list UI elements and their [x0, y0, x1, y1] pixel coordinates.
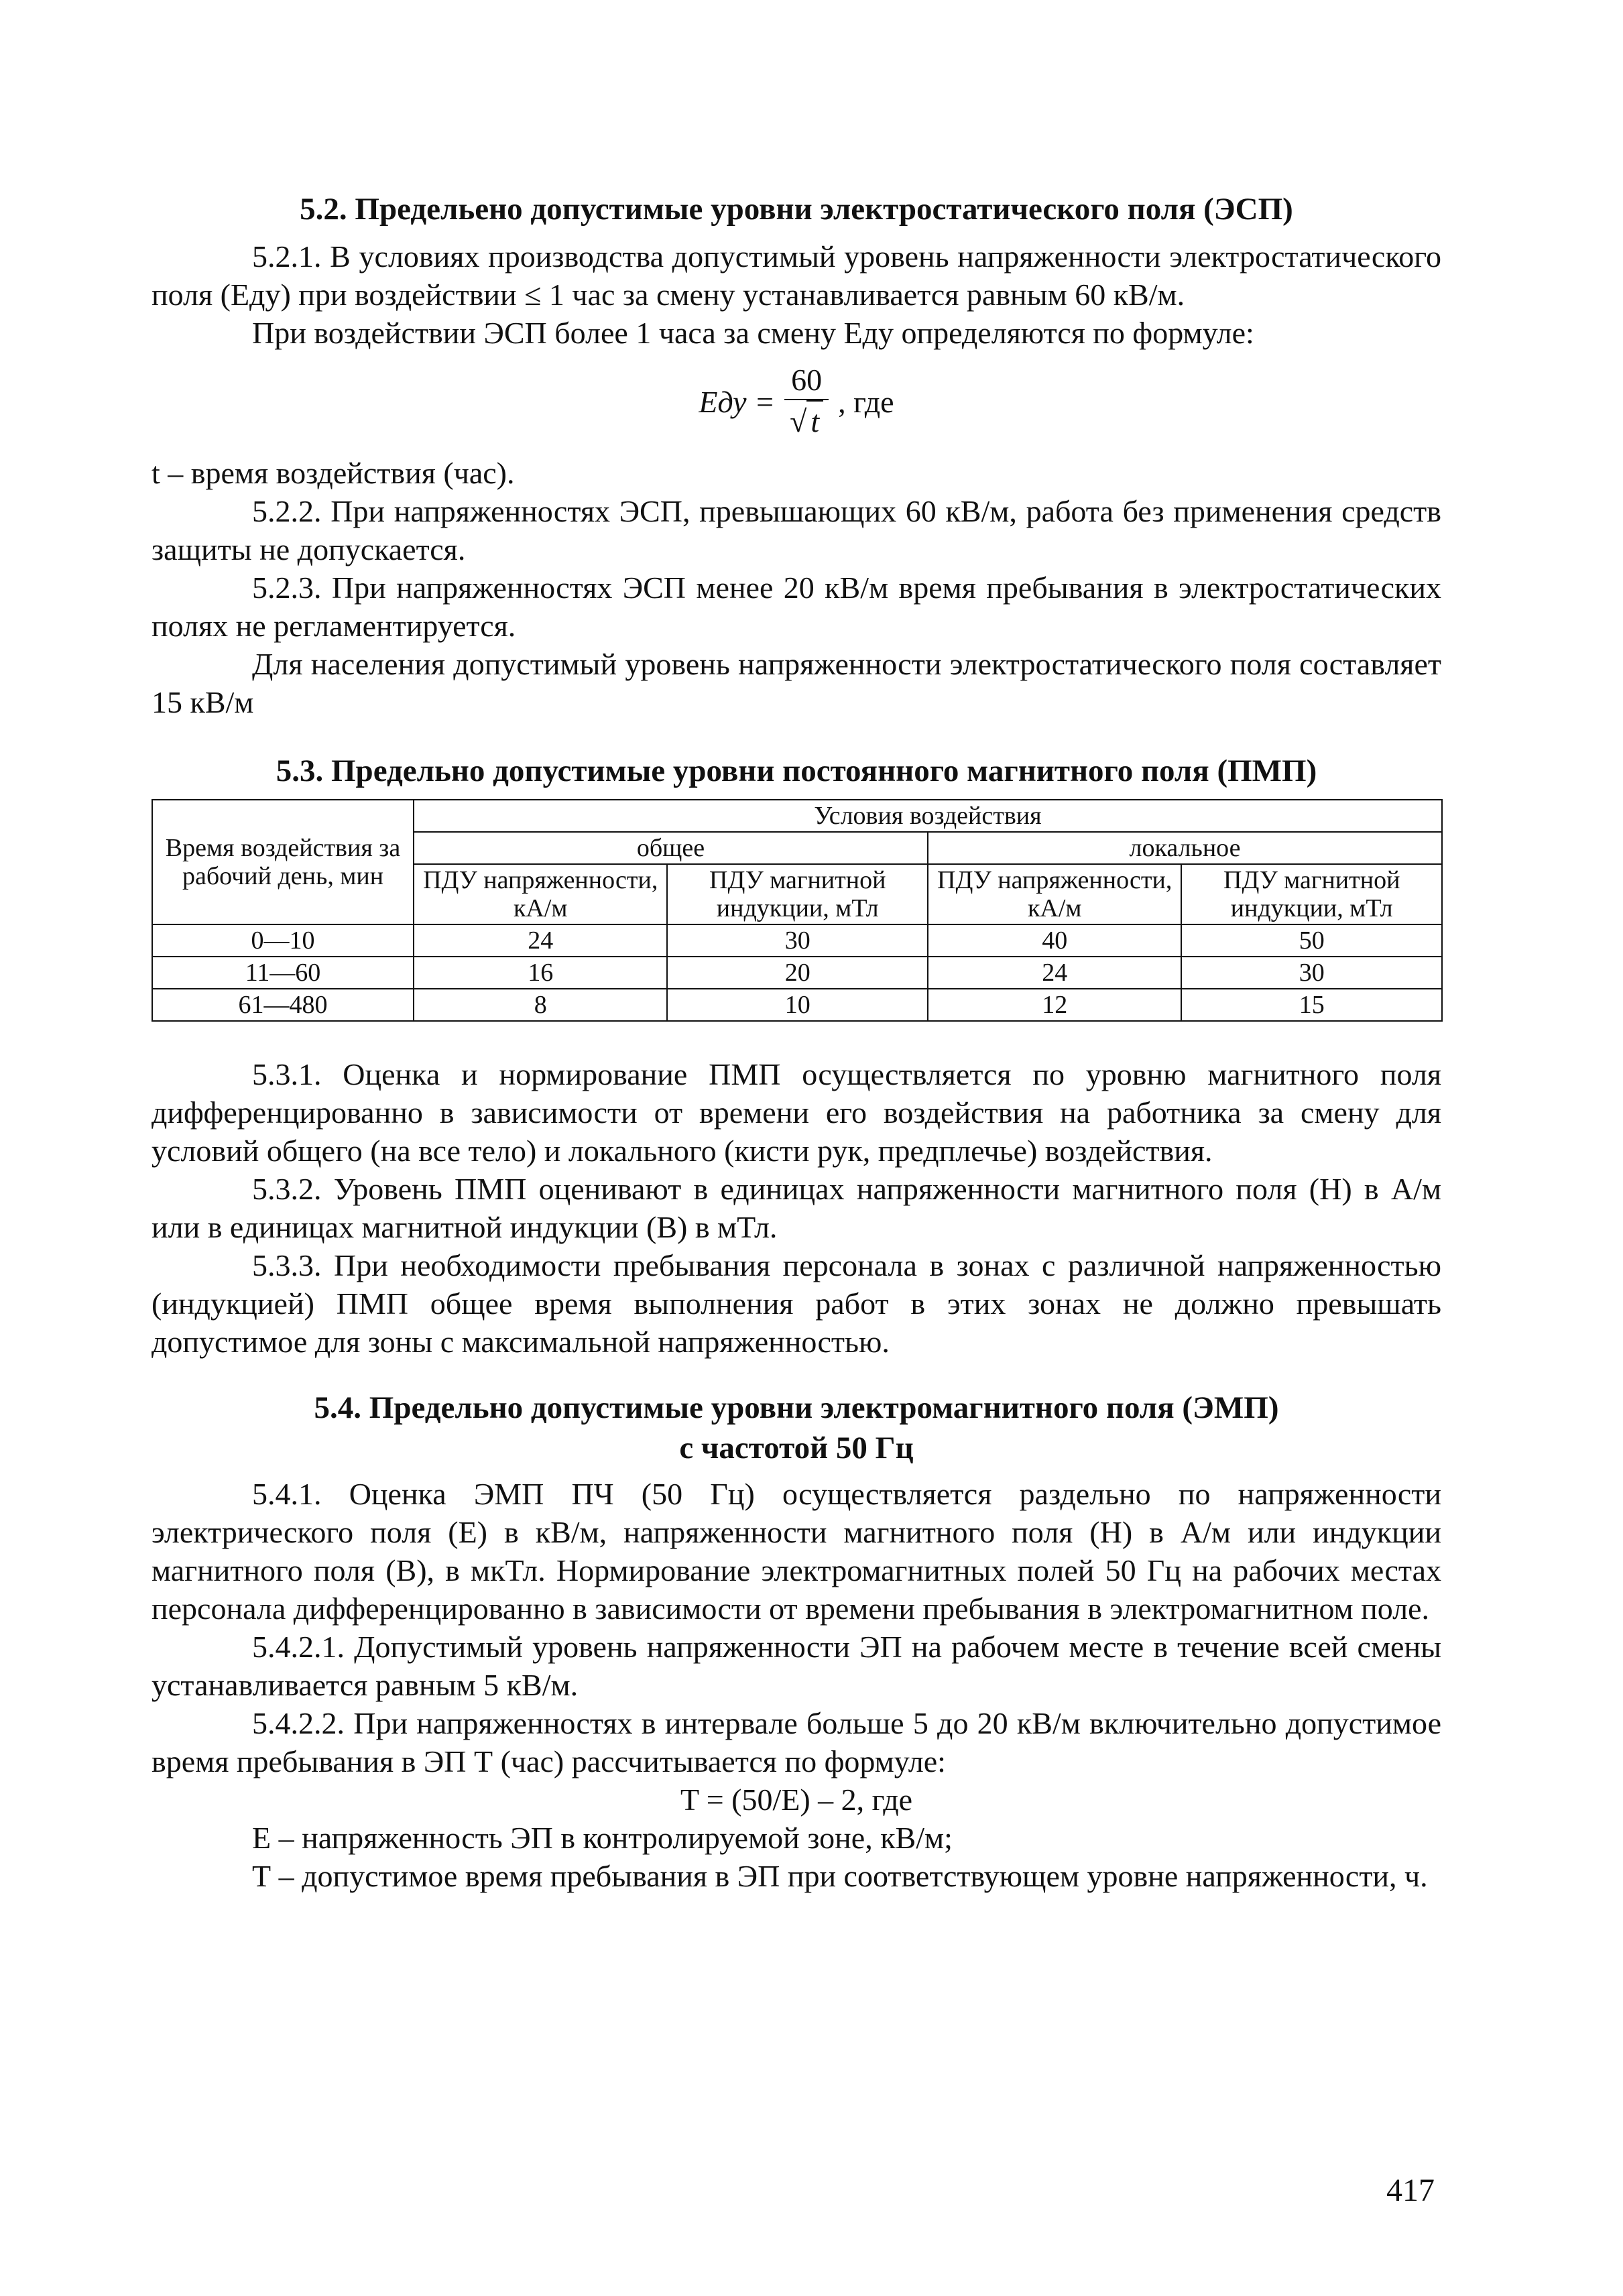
paragraph-population: Для населения допустимый уровень напряженности электростатического поля составляет 15 кВ/м — [152, 647, 1441, 719]
paragraph-t-definition-2: Т – допустимое время пребывания в ЭП при соответствующем уровне напряженности, ч. — [252, 1859, 1428, 1893]
section-5-4-heading-line2: с частотой 50 Гц — [679, 1431, 914, 1465]
formula-edu — [152, 355, 1441, 448]
table-cell: 12 — [928, 989, 1181, 1021]
table-cell: 24 — [928, 957, 1181, 989]
header-time: Время воздействия за рабочий день, мин — [152, 800, 414, 924]
formula-where: , где — [838, 384, 894, 419]
formula-sqrt-t: t — [806, 400, 823, 442]
table-cell: 15 — [1181, 989, 1442, 1021]
table-cell: 30 — [667, 924, 928, 957]
table-cell: 8 — [414, 989, 667, 1021]
table-cell: 11—60 — [152, 957, 414, 989]
formula-lhs: Eду = — [699, 384, 776, 419]
pmp-table — [152, 799, 1443, 1022]
section-5-2-heading: 5.2. Предельено допустимые уровни электростатического поля (ЭСП) — [300, 192, 1293, 227]
table-cell: 24 — [414, 924, 667, 957]
table-cell: 40 — [928, 924, 1181, 957]
table-cell: 50 — [1181, 924, 1442, 957]
page-content — [152, 189, 1441, 1895]
header-col-1: ПДУ напряженности, кА/м — [414, 864, 667, 924]
paragraph-5-4-2-2: 5.4.2.2. При напряженностях в интервале больше 5 до 20 кВ/м включительно допустимое время пребывания в ЭП Т (час) рассчитывается по формуле: — [152, 1706, 1441, 1778]
paragraph-e-definition: Е – напряженность ЭП в контролируемой зоне, кВ/м; — [252, 1821, 953, 1855]
formula-numerator: 60 — [784, 361, 829, 400]
header-conditions: Условия воздействия — [414, 800, 1442, 832]
header-local: локальное — [928, 832, 1442, 864]
formula-t: T = (50/E) – 2, где — [680, 1783, 913, 1817]
paragraph-5-3-1: 5.3.1. Оценка и нормирование ПМП осуществляется по уровню магнитного поля дифференцированно в зависимости от времени его воздействия на работника за смену для условий общего (на все тело) и локального (кисти рук, предплечье) воздействия. — [152, 1057, 1441, 1168]
section-5-4-heading: 5.4. Предельно допустимые уровни электромагнитного поля (ЭМП) — [314, 1390, 1279, 1425]
paragraph-5-2-2: 5.2.2. При напряженностях ЭСП, превышающих 60 кВ/м, работа без применения средств защиты не допускается. — [152, 494, 1441, 566]
paragraph-esp-formula-intro: При воздействии ЭСП более 1 часа за смену Eду определяются по формуле: — [252, 316, 1254, 350]
table-cell: 10 — [667, 989, 928, 1021]
paragraph-5-2-1: 5.2.1. В условиях производства допустимый уровень напряженности электростатического поля (Eду) при воздействии ≤ 1 час за смену устанавливается равным 60 кВ/м. — [152, 239, 1441, 312]
table-cell: 0—10 — [152, 924, 414, 957]
paragraph-5-3-3: 5.3.3. При необходимости пребывания персонала в зонах с различной напряженностью (индукцией) ПМП общее время выполнения работ в этих зонах не должно превышать допустимое для зоны с максимальной напряженностью. — [152, 1248, 1441, 1359]
paragraph-5-4-1: 5.4.1. Оценка ЭМП ПЧ (50 Гц) осуществляется раздельно по напряженности электрического поля (Е) в кВ/м, напряженности магнитного поля (Н) в А/м или индукции магнитного поля (В), в мкТл. Нормирование электромагнитных полей 50 Гц на рабочих местах персонала дифференцированно в зависимости от времени пребывания в электромагнитном поле. — [152, 1477, 1441, 1626]
table-cell: 61—480 — [152, 989, 414, 1021]
table-cell: 16 — [414, 957, 667, 989]
table-cell: 20 — [667, 957, 928, 989]
page-number: 417 — [1386, 2173, 1435, 2208]
paragraph-5-2-3: 5.2.3. При напряженностях ЭСП менее 20 кВ/м время пребывания в электростатических полях не регламентируется. — [152, 570, 1441, 643]
paragraph-5-4-2-1: 5.4.2.1. Допустимый уровень напряженности ЭП на рабочем месте в течение всей смены устанавливается равным 5 кВ/м. — [152, 1630, 1441, 1702]
header-col-2: ПДУ магнитной индукции, мТл — [667, 864, 928, 924]
table-row — [152, 924, 1442, 957]
section-5-3-heading: 5.3. Предельно допустимые уровни постоянного магнитного поля (ПМП) — [276, 753, 1317, 788]
table-row — [152, 989, 1442, 1021]
paragraph-t-definition: t – время воздействия (час). — [152, 456, 515, 490]
table-cell: 30 — [1181, 957, 1442, 989]
header-general: общее — [414, 832, 928, 864]
header-col-4: ПДУ магнитной индукции, мТл — [1181, 864, 1442, 924]
paragraph-5-3-2: 5.3.2. Уровень ПМП оценивают в единицах напряженности магнитного поля (Н) в А/м или в единицах магнитной индукции (В) в мТл. — [152, 1172, 1441, 1244]
formula-denominator: √ t — [790, 400, 823, 442]
table-row — [152, 957, 1442, 989]
header-col-3: ПДУ напряженности, кА/м — [928, 864, 1181, 924]
formula-fraction — [784, 361, 829, 442]
